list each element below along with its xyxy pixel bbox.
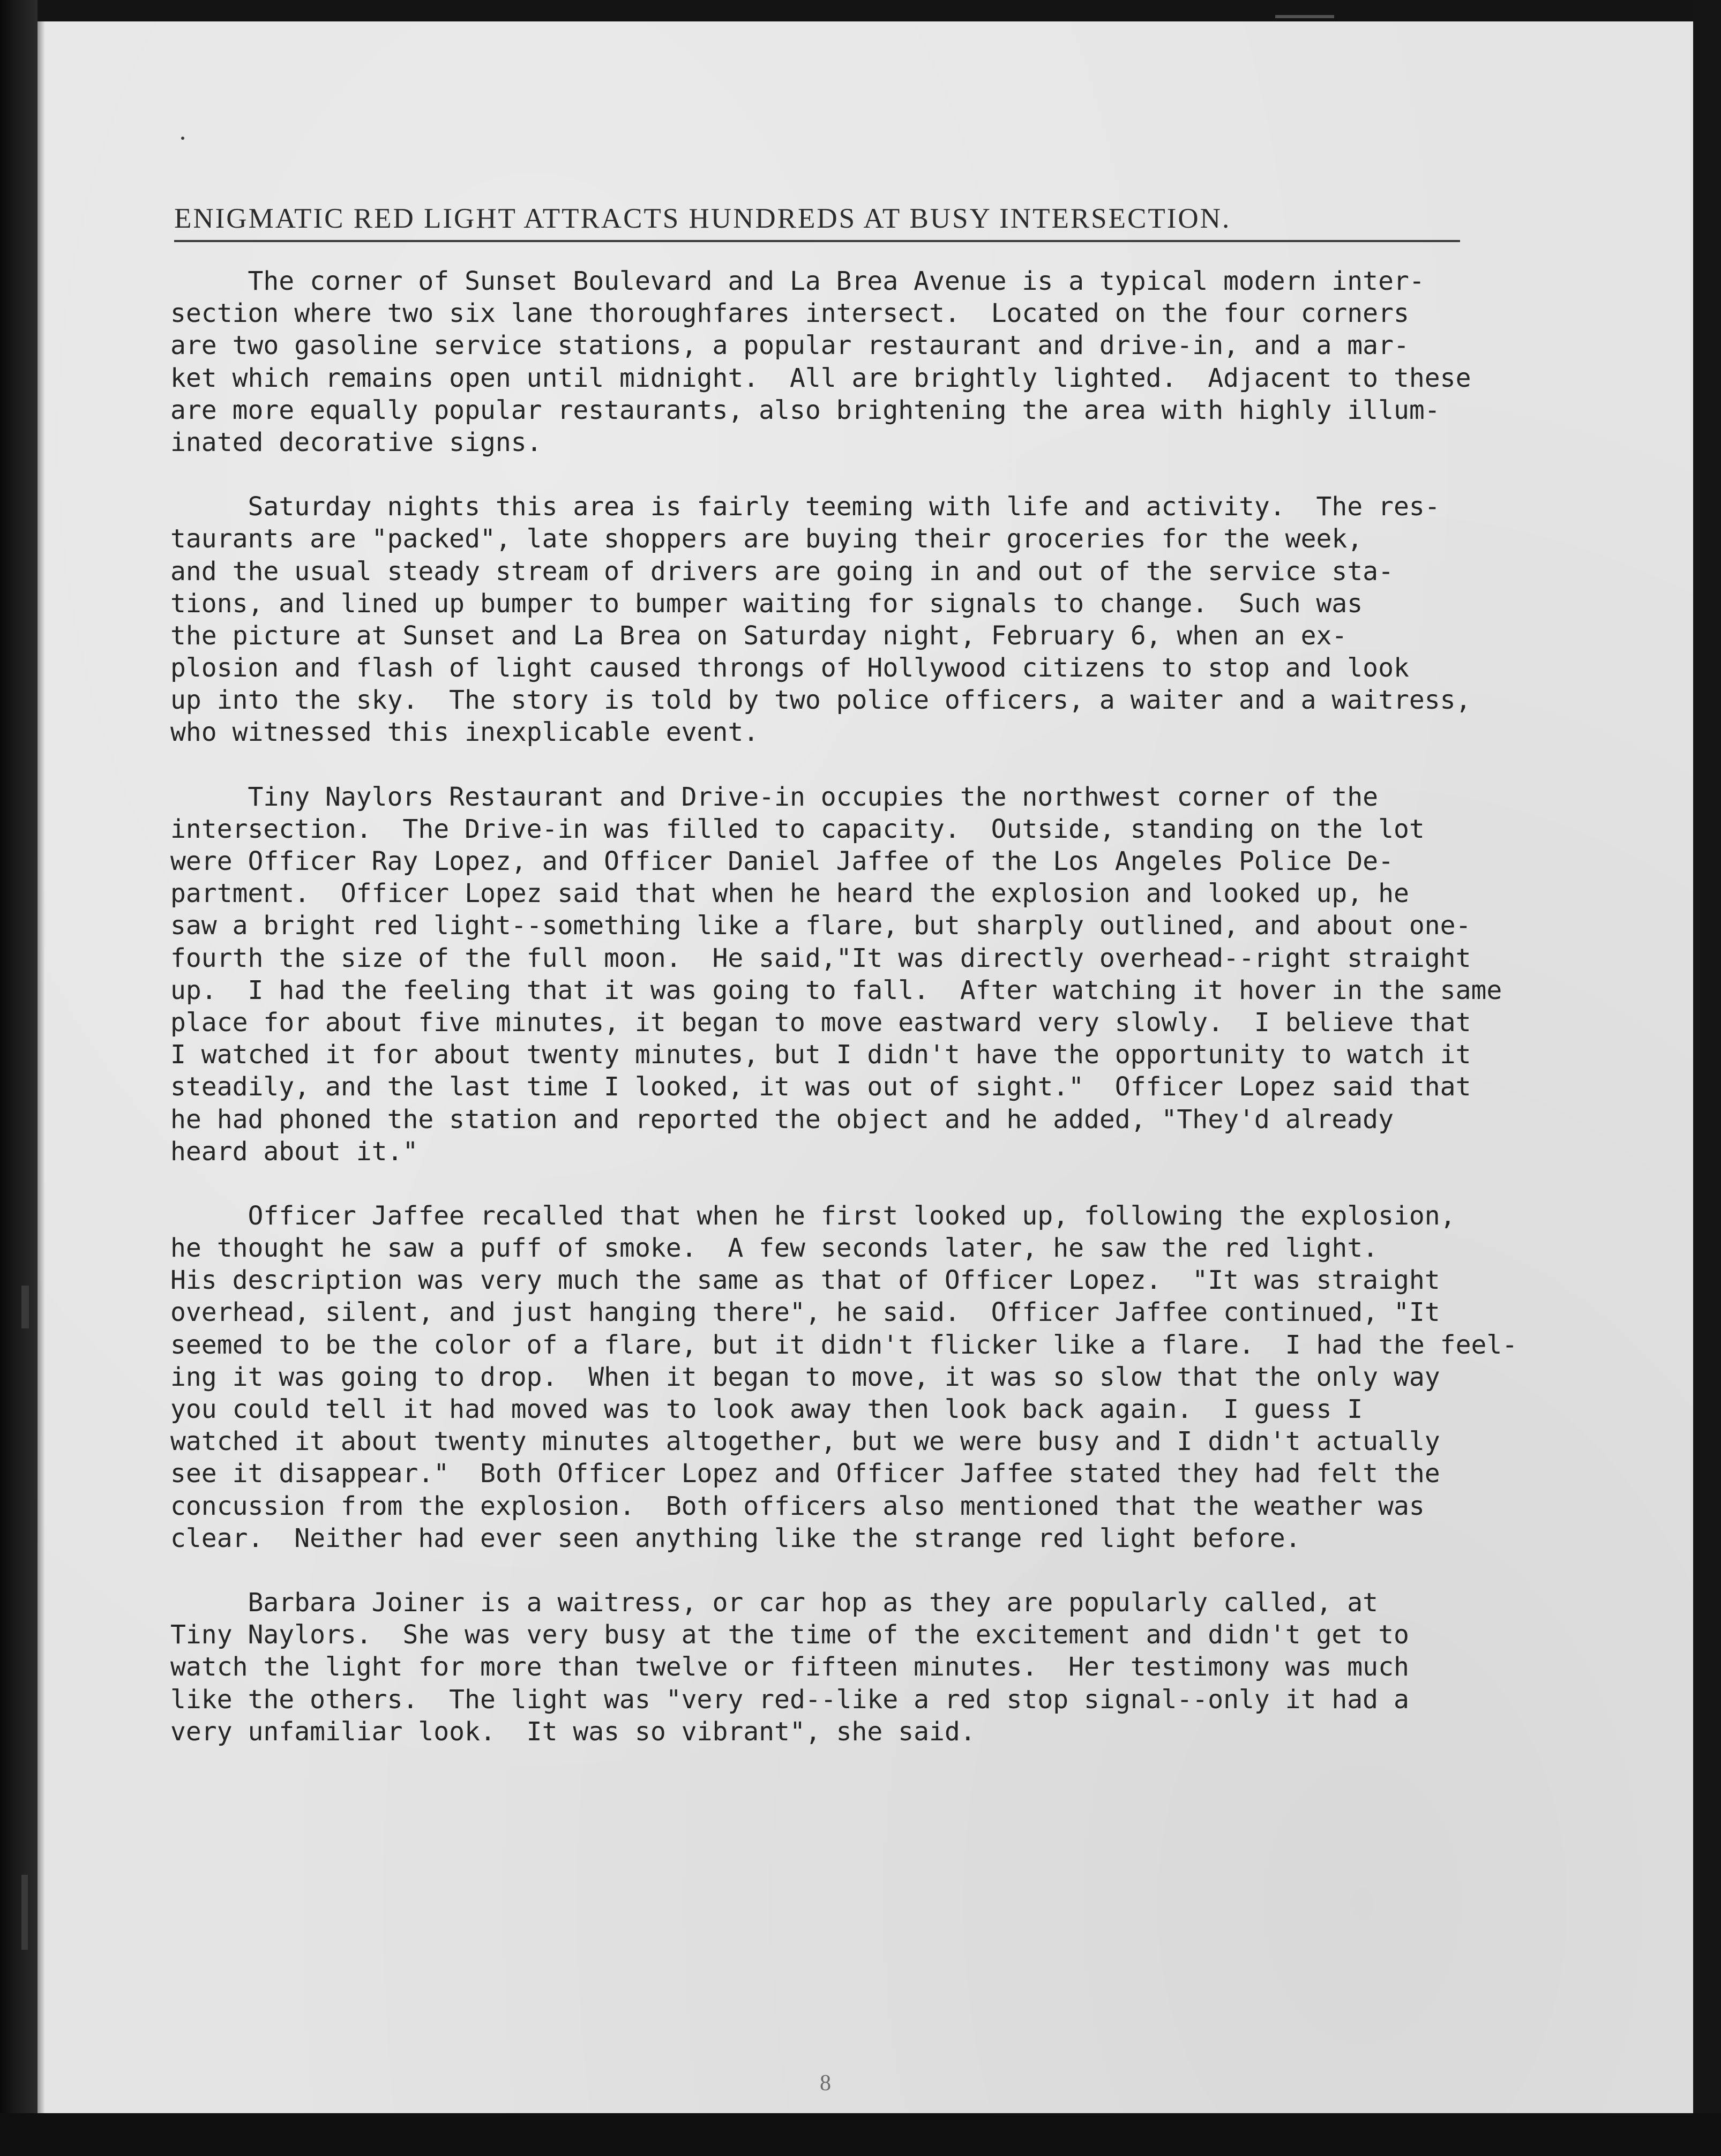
text-line: fourth the size of the full moon. He said,"It was directly overhead--right straight	[170, 943, 1471, 973]
text-line: plosion and flash of light caused throngs of Hollywood citizens to stop and look	[170, 653, 1409, 683]
text-line: heard about it."	[170, 1136, 418, 1167]
text-line: saw a bright red light--something like a flare, but sharply outlined, and about one-	[170, 911, 1471, 941]
text-line: who witnessed this inexplicable event.	[170, 717, 759, 748]
text-line: ing it was going to drop. When it began to move, it was so slow that the only way	[170, 1362, 1440, 1392]
text-line: you could tell it had moved was to look away then look back again. I guess I	[170, 1394, 1363, 1424]
text-line: Officer Jaffee recalled that when he first looked up, following the explosion,	[170, 1200, 1456, 1231]
text-line: tions, and lined up bumper to bumper waiting for signals to change. Such was	[170, 588, 1363, 619]
document-body	[170, 265, 1563, 1780]
text-line: taurants are "packed", late shoppers are buying their groceries for the week,	[170, 524, 1363, 554]
text-line: concussion from the explosion. Both officers also mentioned that the weather was	[170, 1491, 1425, 1521]
text-line: are more equally popular restaurants, also brightening the area with highly illum-	[170, 395, 1440, 425]
text-line: section where two six lane thoroughfares intersect. Located on the four corners	[170, 298, 1409, 329]
paragraph	[170, 1587, 1563, 1748]
text-line: Tiny Naylors. She was very busy at the time of the excitement and didn't get to	[170, 1620, 1409, 1650]
text-line: partment. Officer Lopez said that when he heard the explosion and looked up, he	[170, 878, 1409, 909]
scan-border-left	[0, 0, 38, 2156]
document-title: ENIGMATIC RED LIGHT ATTRACTS HUNDREDS AT BUSY INTERSECTION.	[174, 203, 1231, 234]
text-line: seemed to be the color of a flare, but it didn't flicker like a flare. I had the feel-	[170, 1329, 1518, 1360]
text-line: up into the sky. The story is told by two police officers, a waiter and a waitress,	[170, 685, 1471, 716]
edge-mark	[21, 1875, 28, 1950]
text-line: The corner of Sunset Boulevard and La Brea Avenue is a typical modern inter-	[170, 266, 1425, 296]
text-line: watch the light for more than twelve or fifteen minutes. Her testimony was much	[170, 1652, 1409, 1682]
text-line: and the usual steady stream of drivers are going in and out of the service sta-	[170, 556, 1394, 587]
text-line: he thought he saw a puff of smoke. A few seconds later, he saw the red light.	[170, 1233, 1379, 1264]
edge-mark	[21, 1286, 29, 1328]
text-line: watched it about twenty minutes altogether, but we were busy and I didn't actually	[170, 1426, 1440, 1457]
edge-mark	[1275, 15, 1334, 18]
text-line: like the others. The light was "very red--like a red stop signal--only it had a	[170, 1684, 1409, 1715]
text-line: he had phoned the station and reported the object and he added, "They'd already	[170, 1104, 1394, 1135]
scan-border-right	[1693, 0, 1721, 2156]
text-line: steadily, and the last time I looked, it was out of sight." Officer Lopez said that	[170, 1072, 1471, 1102]
page-edge-shadow	[38, 21, 45, 2113]
paragraph	[170, 781, 1563, 1168]
paragraph	[170, 265, 1563, 459]
text-line: His description was very much the same as that of Officer Lopez. "It was straight	[170, 1265, 1440, 1296]
text-line: see it disappear." Both Officer Lopez and Officer Jaffee stated they had felt the	[170, 1459, 1440, 1489]
text-line: inated decorative signs.	[170, 427, 542, 457]
scan-border-bottom	[0, 2113, 1721, 2156]
text-line: overhead, silent, and just hanging there", he said. Officer Jaffee continued, "It	[170, 1297, 1440, 1328]
text-line: very unfamiliar look. It was so vibrant", she said.	[170, 1716, 976, 1747]
text-line: up. I had the feeling that it was going to fall. After watching it hover in the same	[170, 975, 1502, 1005]
text-line: place for about five minutes, it began to move eastward very slowly. I believe that	[170, 1007, 1471, 1038]
text-line: ket which remains open until midnight. All are brightly lighted. Adjacent to these	[170, 363, 1471, 393]
text-line: were Officer Ray Lopez, and Officer Daniel Jaffee of the Los Angeles Police De-	[170, 846, 1394, 876]
paragraph	[170, 491, 1563, 749]
dust-speck	[181, 137, 184, 140]
paragraph	[170, 1200, 1563, 1554]
text-line: intersection. The Drive-in was filled to capacity. Outside, standing on the lot	[170, 814, 1425, 844]
text-line: Tiny Naylors Restaurant and Drive-in occupies the northwest corner of the	[170, 782, 1379, 812]
scan-border-top	[0, 0, 1721, 21]
text-line: I watched it for about twenty minutes, but I didn't have the opportunity to watch it	[170, 1040, 1471, 1070]
page-number: 8	[820, 2071, 831, 2095]
text-line: clear. Neither had ever seen anything like the strange red light before.	[170, 1523, 1301, 1553]
text-line: the picture at Sunset and La Brea on Saturday night, February 6, when an ex-	[170, 620, 1348, 651]
title-underline	[174, 240, 1460, 242]
text-line: Barbara Joiner is a waitress, or car hop as they are popularly called, at	[170, 1587, 1379, 1618]
text-line: Saturday nights this area is fairly teeming with life and activity. The res-	[170, 492, 1440, 522]
text-line: are two gasoline service stations, a popular restaurant and drive-in, and a mar-	[170, 330, 1409, 361]
